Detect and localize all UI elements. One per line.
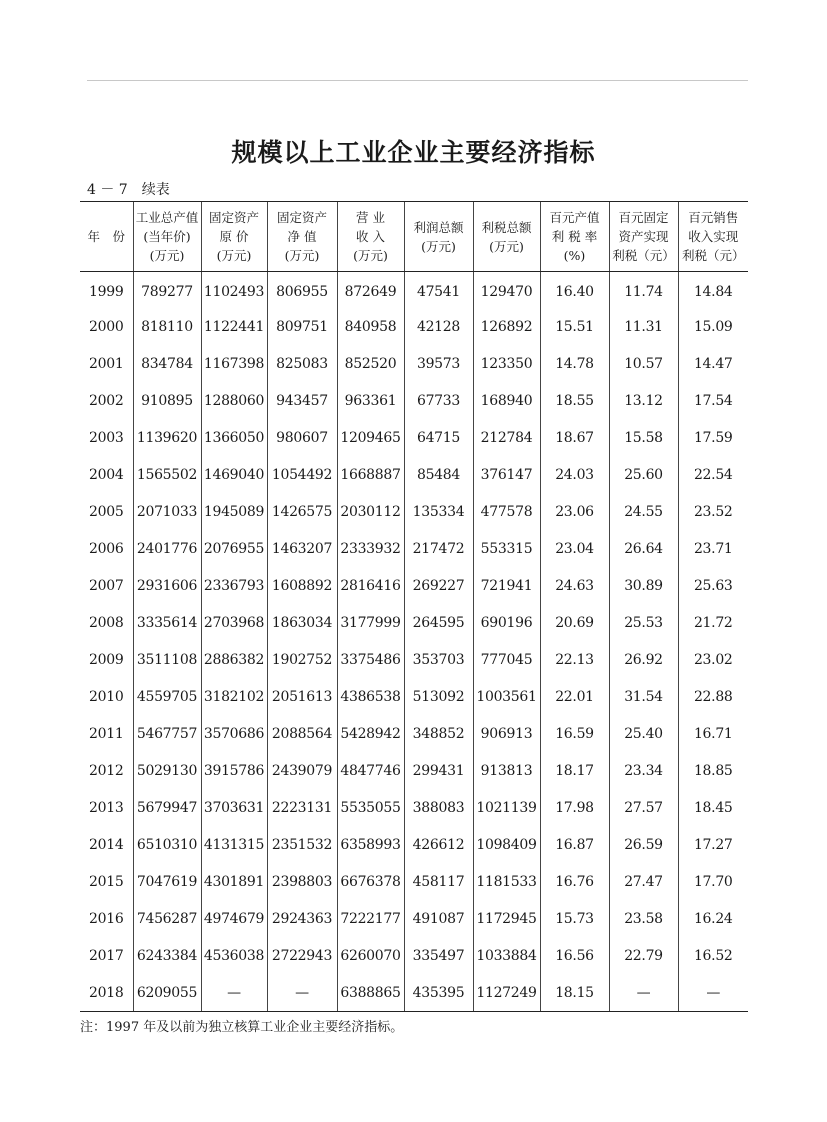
table-cell: 1172945	[473, 901, 540, 938]
table-cell: 16.71	[678, 716, 748, 753]
table-cell: 16.56	[540, 938, 609, 975]
table-cell: 6510310	[133, 827, 201, 864]
footnote: 注：1997 年及以前为独立核算工业企业主要经济指标。	[80, 1020, 404, 1035]
table-cell: 6243384	[133, 938, 201, 975]
column-header-line: (万元)	[216, 248, 252, 263]
column-header-line: (万元)	[284, 248, 320, 263]
table-row	[80, 938, 748, 975]
table-cell: 2703968	[201, 605, 267, 642]
table-body	[80, 272, 748, 1012]
table-header	[80, 202, 748, 272]
table-row	[80, 272, 748, 309]
table-cell: 24.63	[540, 568, 609, 605]
column-header-line: 收入实现	[688, 229, 739, 244]
column-header	[201, 202, 267, 272]
column-header	[473, 202, 540, 272]
table-cell: 906913	[473, 716, 540, 753]
table-cell: 18.55	[540, 383, 609, 420]
table-cell: 1122441	[201, 309, 267, 346]
year-cell: 2005	[89, 504, 124, 520]
year-cell: 2007	[89, 578, 124, 594]
table-cell: 27.47	[609, 864, 678, 901]
column-header-line: 净 值	[287, 229, 317, 244]
table-cell: 27.57	[609, 790, 678, 827]
table-cell: 15.58	[609, 420, 678, 457]
table-cell: 4301891	[201, 864, 267, 901]
year-cell: 2006	[89, 541, 124, 557]
column-header-line: (万元)	[421, 238, 456, 254]
table-cell: 299431	[404, 753, 473, 790]
table-cell: 15.51	[540, 309, 609, 346]
year-cell: 2010	[89, 689, 124, 705]
table-cell: 963361	[337, 383, 404, 420]
column-header	[678, 202, 748, 272]
column-header-line: 利税（元）	[612, 248, 675, 263]
table-cell: 943457	[267, 383, 337, 420]
table-cell: 269227	[404, 568, 473, 605]
table-cell: 1098409	[473, 827, 540, 864]
table-cell: 67733	[404, 383, 473, 420]
table-cell: 18.17	[540, 753, 609, 790]
column-header	[80, 202, 133, 272]
column-header-line: 收 入	[356, 229, 385, 244]
table-cell: 17.59	[678, 420, 748, 457]
table-cell: 17.98	[540, 790, 609, 827]
table-cell: 6209055	[133, 975, 201, 1012]
table-cell: 477578	[473, 494, 540, 531]
column-header	[609, 202, 678, 272]
table-row	[80, 827, 748, 864]
year-cell: 2002	[89, 393, 124, 409]
table-cell: 23.58	[609, 901, 678, 938]
table-cell: 24.03	[540, 457, 609, 494]
table-cell: 18.67	[540, 420, 609, 457]
table-cell: 376147	[473, 457, 540, 494]
table-cell: 2722943	[267, 938, 337, 975]
column-header	[133, 202, 201, 272]
table-cell: 458117	[404, 864, 473, 901]
table-cell: 2398803	[267, 864, 337, 901]
year-cell: 2014	[89, 837, 124, 853]
column-header	[540, 202, 609, 272]
table-cell: —	[678, 975, 748, 1012]
table-cell: 1608892	[267, 568, 337, 605]
year-cell: 1999	[89, 284, 124, 301]
table-row	[80, 383, 748, 420]
table-cell: 26.64	[609, 531, 678, 568]
table-row	[80, 864, 748, 901]
table-cell: —	[267, 975, 337, 1012]
table-cell: 4131315	[201, 827, 267, 864]
table-cell: 13.12	[609, 383, 678, 420]
column-header-line: 资产实现	[618, 229, 669, 244]
table-cell: 335497	[404, 938, 473, 975]
table-cell: 818110	[133, 309, 201, 346]
table-cell: 2030112	[337, 494, 404, 531]
column-header-line: 百元销售	[688, 210, 739, 225]
table-cell: 852520	[337, 346, 404, 383]
table-cell: 2886382	[201, 642, 267, 679]
table-cell: 721941	[473, 568, 540, 605]
table-cell: 18.45	[678, 790, 748, 827]
table-cell: 2223131	[267, 790, 337, 827]
table-cell: 5535055	[337, 790, 404, 827]
table-cell: 348852	[404, 716, 473, 753]
table-cell: 14.78	[540, 346, 609, 383]
table-cell: 1033884	[473, 938, 540, 975]
table-cell: 1181533	[473, 864, 540, 901]
table-cell: 5467757	[133, 716, 201, 753]
table-cell: 3703631	[201, 790, 267, 827]
table-cell: 2439079	[267, 753, 337, 790]
table-cell: 6676378	[337, 864, 404, 901]
table-row	[80, 901, 748, 938]
table-cell: 2088564	[267, 716, 337, 753]
table-cell: 5679947	[133, 790, 201, 827]
year-cell: 2004	[89, 467, 124, 483]
table-row	[80, 457, 748, 494]
table-cell: 15.73	[540, 901, 609, 938]
table-cell: 5428942	[337, 716, 404, 753]
table-cell: 4559705	[133, 679, 201, 716]
table-cell: 64715	[404, 420, 473, 457]
table-cell: 1167398	[201, 346, 267, 383]
table-cell: 2071033	[133, 494, 201, 531]
table-row	[80, 531, 748, 568]
table-cell: 129470	[473, 272, 540, 309]
table-cell: 26.59	[609, 827, 678, 864]
table-cell: 1021139	[473, 790, 540, 827]
table-cell: 834784	[133, 346, 201, 383]
table-cell: 1902752	[267, 642, 337, 679]
table-number: 4 － 7 续表	[87, 182, 170, 198]
table-cell: —	[609, 975, 678, 1012]
year-cell: 2017	[89, 948, 124, 964]
table-cell: 26.92	[609, 642, 678, 679]
column-header-line: 百元固定	[618, 210, 669, 225]
table-cell: 16.40	[540, 272, 609, 309]
table-cell: 25.53	[609, 605, 678, 642]
table-cell: 426612	[404, 827, 473, 864]
table-cell: 16.52	[678, 938, 748, 975]
table-cell: 1668887	[337, 457, 404, 494]
table-cell: 2336793	[201, 568, 267, 605]
table-cell: 16.24	[678, 901, 748, 938]
table-cell: 6260070	[337, 938, 404, 975]
table-cell: 11.74	[609, 272, 678, 309]
table-cell: 7047619	[133, 864, 201, 901]
table-cell: 1469040	[201, 457, 267, 494]
table-cell: 980607	[267, 420, 337, 457]
table-cell: 2924363	[267, 901, 337, 938]
table-cell: 23.04	[540, 531, 609, 568]
table-cell: 513092	[404, 679, 473, 716]
table-row	[80, 790, 748, 827]
column-header-line: 固定资产	[276, 210, 327, 225]
table-cell: 16.87	[540, 827, 609, 864]
table-cell: 85484	[404, 457, 473, 494]
table-cell: 31.54	[609, 679, 678, 716]
table-cell: 825083	[267, 346, 337, 383]
column-header-line: 百元产值	[549, 210, 600, 225]
column-header	[337, 202, 404, 272]
year-cell: 2016	[89, 911, 124, 927]
table-cell: 1863034	[267, 605, 337, 642]
table-cell: 217472	[404, 531, 473, 568]
table-cell: 1945089	[201, 494, 267, 531]
table-cell: 1054492	[267, 457, 337, 494]
table-cell: 388083	[404, 790, 473, 827]
table-cell: 3335614	[133, 605, 201, 642]
table-cell: 353703	[404, 642, 473, 679]
table-cell: 2076955	[201, 531, 267, 568]
table-cell: 1209465	[337, 420, 404, 457]
table-row	[80, 642, 748, 679]
table-row	[80, 309, 748, 346]
table-cell: 1139620	[133, 420, 201, 457]
table-cell: 7222177	[337, 901, 404, 938]
year-cell: 2008	[89, 615, 124, 631]
table-cell: 14.84	[678, 272, 748, 309]
table-cell: 4974679	[201, 901, 267, 938]
page-title: 规模以上工业企业主要经济指标	[231, 138, 596, 167]
table-cell: 20.69	[540, 605, 609, 642]
table-cell: 22.01	[540, 679, 609, 716]
table-cell: 2931606	[133, 568, 201, 605]
table-cell: 553315	[473, 531, 540, 568]
table-cell: 14.47	[678, 346, 748, 383]
column-header	[267, 202, 337, 272]
column-header-line: 原 价	[219, 229, 249, 244]
table-cell: 23.06	[540, 494, 609, 531]
table-cell: 22.79	[609, 938, 678, 975]
table-cell: 1102493	[201, 272, 267, 309]
table-cell: 23.71	[678, 531, 748, 568]
year-cell: 2013	[89, 800, 124, 816]
table-cell: 809751	[267, 309, 337, 346]
column-header-line: 固定资产	[208, 210, 259, 225]
column-header-line: 利润总额	[413, 219, 464, 235]
table-cell: 212784	[473, 420, 540, 457]
table-cell: 39573	[404, 346, 473, 383]
table-cell: 6388865	[337, 975, 404, 1012]
table-cell: 17.70	[678, 864, 748, 901]
column-header-line: 利税总额	[481, 219, 532, 235]
table-cell: 7456287	[133, 901, 201, 938]
table-cell: 3375486	[337, 642, 404, 679]
table-cell: 24.55	[609, 494, 678, 531]
table-cell: 16.76	[540, 864, 609, 901]
table-cell: 3915786	[201, 753, 267, 790]
table-cell: 10.57	[609, 346, 678, 383]
table-cell: 30.89	[609, 568, 678, 605]
table-cell: 17.27	[678, 827, 748, 864]
table-cell: 126892	[473, 309, 540, 346]
table-cell: 4386538	[337, 679, 404, 716]
indicator-table	[80, 201, 748, 1012]
table-row	[80, 605, 748, 642]
table-cell: —	[201, 975, 267, 1012]
table-row	[80, 679, 748, 716]
table-cell: 5029130	[133, 753, 201, 790]
table-cell: 6358993	[337, 827, 404, 864]
table-cell: 2401776	[133, 531, 201, 568]
table-cell: 264595	[404, 605, 473, 642]
table-cell: 22.54	[678, 457, 748, 494]
table-cell: 789277	[133, 272, 201, 309]
table-cell: 4536038	[201, 938, 267, 975]
year-cell: 2009	[89, 652, 124, 668]
table-cell: 17.54	[678, 383, 748, 420]
table-cell: 435395	[404, 975, 473, 1012]
table-cell: 123350	[473, 346, 540, 383]
table-cell: 1426575	[267, 494, 337, 531]
table-row	[80, 346, 748, 383]
table-cell: 777045	[473, 642, 540, 679]
table-cell: 913813	[473, 753, 540, 790]
column-header-line: (万元)	[353, 248, 388, 263]
table-row	[80, 716, 748, 753]
year-cell: 2012	[89, 763, 124, 779]
column-header-line: 工业总产值	[135, 210, 199, 225]
table-row	[80, 753, 748, 790]
table-cell: 3570686	[201, 716, 267, 753]
column-header-line: 营 业	[356, 210, 385, 225]
table-cell: 1288060	[201, 383, 267, 420]
table-cell: 15.09	[678, 309, 748, 346]
table-cell: 910895	[133, 383, 201, 420]
table-cell: 21.72	[678, 605, 748, 642]
table-cell: 135334	[404, 494, 473, 531]
column-header-line: 年 份	[87, 229, 125, 244]
header-rule	[87, 80, 748, 81]
table-cell: 1366050	[201, 420, 267, 457]
table-cell: 3182102	[201, 679, 267, 716]
table-cell: 25.60	[609, 457, 678, 494]
year-cell: 2011	[89, 726, 124, 742]
table-cell: 2816416	[337, 568, 404, 605]
column-header-line: (当年价)	[143, 229, 191, 244]
table-row	[80, 420, 748, 457]
column-header-line: 利 税 率	[551, 229, 598, 244]
table-cell: 47541	[404, 272, 473, 309]
column-header-line: (%)	[563, 248, 586, 263]
table-row	[80, 568, 748, 605]
table-cell: 2351532	[267, 827, 337, 864]
year-cell: 2003	[89, 430, 124, 446]
table-cell: 23.34	[609, 753, 678, 790]
table-cell: 1463207	[267, 531, 337, 568]
column-header	[404, 202, 473, 272]
table-cell: 18.15	[540, 975, 609, 1012]
table-cell: 2333932	[337, 531, 404, 568]
year-cell: 2000	[89, 319, 124, 335]
table-cell: 491087	[404, 901, 473, 938]
column-header-line: (万元)	[489, 238, 524, 254]
header-row	[80, 202, 748, 272]
table-cell: 168940	[473, 383, 540, 420]
table-cell: 23.02	[678, 642, 748, 679]
table-cell: 42128	[404, 309, 473, 346]
table-cell: 806955	[267, 272, 337, 309]
table-cell: 22.13	[540, 642, 609, 679]
year-cell: 2015	[89, 874, 124, 890]
year-cell: 2001	[89, 356, 124, 372]
table-cell: 1003561	[473, 679, 540, 716]
table-cell: 840958	[337, 309, 404, 346]
table-cell: 22.88	[678, 679, 748, 716]
table-cell: 18.85	[678, 753, 748, 790]
table-cell: 3511108	[133, 642, 201, 679]
table-cell: 872649	[337, 272, 404, 309]
column-header-line: (万元)	[149, 248, 185, 263]
table-cell: 23.52	[678, 494, 748, 531]
table-cell: 11.31	[609, 309, 678, 346]
table-row	[80, 975, 748, 1012]
table-cell: 25.40	[609, 716, 678, 753]
table-cell: 25.63	[678, 568, 748, 605]
table-cell: 16.59	[540, 716, 609, 753]
table-cell: 3177999	[337, 605, 404, 642]
table-row	[80, 494, 748, 531]
table-cell: 1565502	[133, 457, 201, 494]
table-cell: 1127249	[473, 975, 540, 1012]
column-header-line: 利税（元）	[681, 248, 745, 263]
table-cell: 2051613	[267, 679, 337, 716]
table-cell: 690196	[473, 605, 540, 642]
year-cell: 2018	[80, 975, 133, 1012]
table-cell: 4847746	[337, 753, 404, 790]
